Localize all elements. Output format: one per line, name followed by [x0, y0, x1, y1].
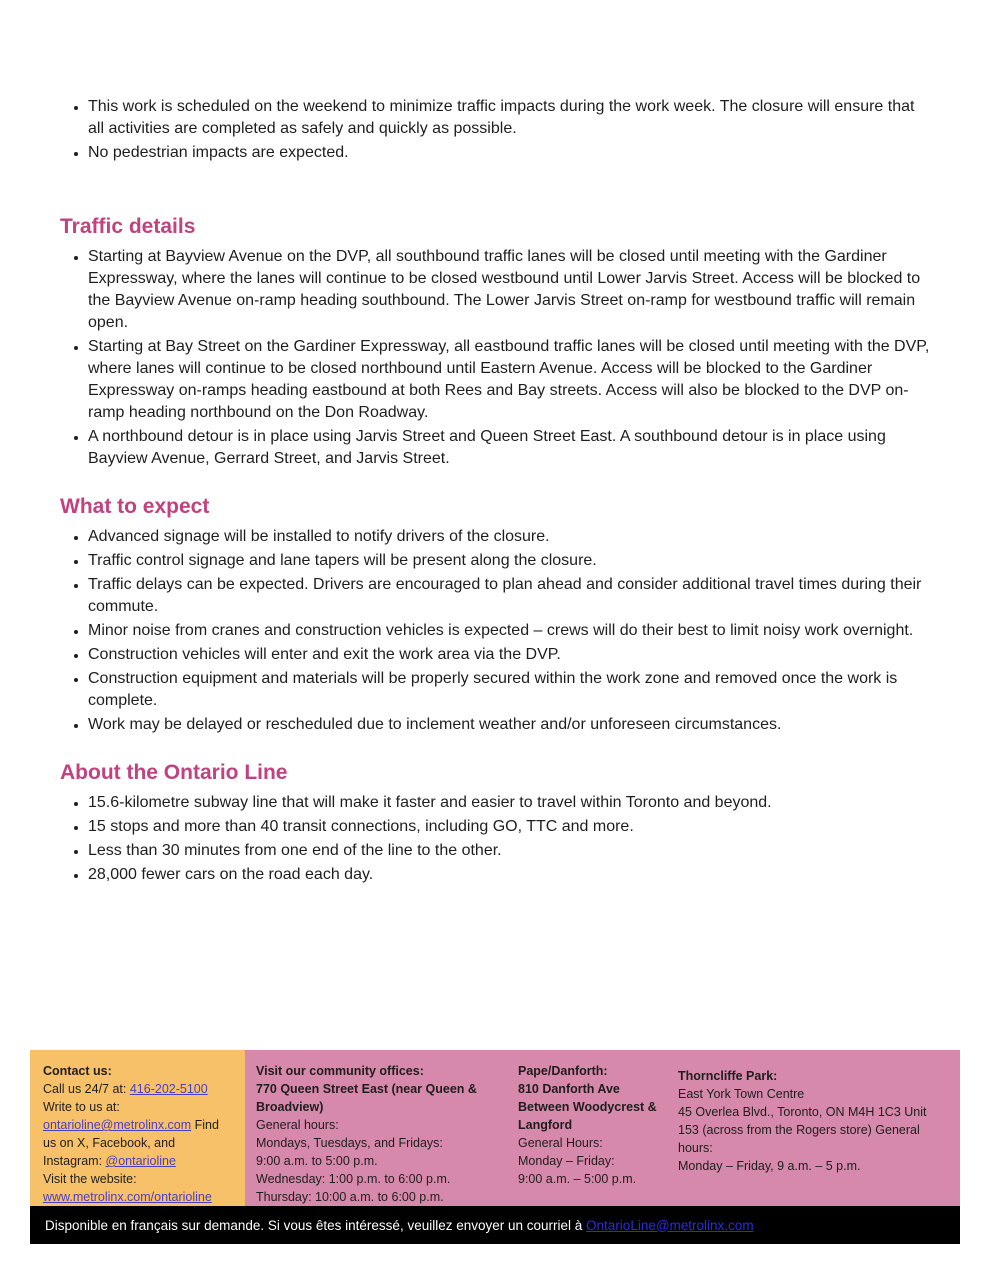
hours-line: General Hours:	[518, 1136, 603, 1150]
expect-bullet: • Construction vehicles will enter and exit the work area via the DVP.	[88, 644, 934, 666]
intro-bullet: • This work is scheduled on the weekend to minimize traffic impacts during the work week. The closure will ensure that all activities are completed as safely and quickly as possible.	[88, 96, 934, 140]
section-heading-what-to-expect: What to expect	[60, 495, 210, 518]
hours-line: Mondays, Tuesdays, and Fridays:	[256, 1136, 443, 1150]
expect-bullet: • Minor noise from cranes and construction vehicles is expected – crews will do their best to limit noisy work overnight.	[88, 620, 934, 642]
phone-link[interactable]: 416-202-5100	[129, 1082, 208, 1096]
traffic-bullet: • A northbound detour is in place using Jarvis Street and Queen Street East. A southbound detour is in place using Bayview Avenue, Gerrard Street, and Jarvis Street.	[88, 426, 934, 470]
french-bar-text: Disponible en français sur demande. Si vous êtes intéressé, veuillez envoyer un courriel à	[45, 1217, 587, 1233]
french-availability-bar	[30, 1206, 960, 1244]
about-bullet: • 15.6-kilometre subway line that will make it faster and easier to travel within Toronto and beyond.	[88, 792, 934, 814]
traffic-bullet: • Starting at Bayview Avenue on the DVP, all southbound traffic lanes will be closed until meeting with the Gardiner Expressway, where the lanes will continue to be closed westbound until Lower Jarvis Street. Access will be blocked to the Bayview Avenue on-ramp heading southbound. The Lower Jarvis Street on-ramp for westbound traffic will remain open.	[88, 246, 934, 334]
main-content	[60, 96, 934, 888]
office-thorncliffe-title: Thorncliffe Park:	[678, 1069, 778, 1083]
expect-bullet: • Traffic delays can be expected. Drivers are encouraged to plan ahead and consider additional travel times during their commute.	[88, 574, 934, 618]
what-to-expect-bullet-list	[60, 526, 934, 736]
footer-boxes	[30, 1050, 960, 1206]
intro-bullet: • No pedestrian impacts are expected.	[88, 142, 934, 164]
contact-website-prefix: Visit the website:	[43, 1172, 137, 1186]
section-heading-traffic-details: Traffic details	[60, 215, 196, 238]
website-link[interactable]: www.metrolinx.com/ontarioline	[43, 1190, 212, 1204]
about-bullet: • Less than 30 minutes from one end of the line to the other.	[88, 840, 934, 862]
traffic-bullet: • Starting at Bay Street on the Gardiner Expressway, all eastbound traffic lanes will be closed until meeting with the DVP, where lanes will continue to be closed northbound until Eastern Avenue. Access will be blocked to the Gardiner Expressway on-ramps heading eastbound at both Rees and Bay streets. Access will also be blocked to the DVP on-ramp heading northbound on the Don Roadway.	[88, 336, 934, 424]
hours-line: 9:00 a.m. – 5:00 p.m.	[518, 1172, 637, 1186]
office-line: East York Town Centre	[678, 1087, 805, 1101]
about-bullet: • 15 stops and more than 40 transit connections, including GO, TTC and more.	[88, 816, 934, 838]
hours-line: 9:00 a.m. to 5:00 p.m.	[256, 1154, 378, 1168]
office-community	[256, 1062, 506, 1204]
expect-bullet: • Traffic control signage and lane tapers will be present along the closure.	[88, 550, 934, 572]
intro-bullet-list	[60, 96, 934, 164]
expect-bullet: • Construction equipment and materials will be properly secured within the work zone and removed once the work is complete.	[88, 668, 934, 712]
contact-write-prefix: Write to us at:	[43, 1100, 120, 1114]
section-heading-about-ontario-line: About the Ontario Line	[60, 761, 288, 784]
hours-line: Wednesday: 1:00 p.m. to 6:00 p.m.	[256, 1172, 451, 1186]
office-pape-address: 810 Danforth Ave Between Woodycrest & Langford	[518, 1082, 657, 1132]
email-link[interactable]: ontarioline@metrolinx.com	[43, 1118, 192, 1132]
contact-box	[30, 1050, 245, 1206]
office-pape-title: Pape/Danforth:	[518, 1064, 608, 1078]
office-pape-danforth	[518, 1062, 668, 1196]
hours-line: General hours:	[256, 1118, 339, 1132]
hours-line: Thursday: 10:00 a.m. to 6:00 p.m.	[256, 1190, 444, 1204]
expect-bullet: • Advanced signage will be installed to notify drivers of the closure.	[88, 526, 934, 548]
expect-bullet: • Work may be delayed or rescheduled due to inclement weather and/or unforeseen circumstances.	[88, 714, 934, 736]
about-ontario-line-bullet-list	[60, 792, 934, 886]
office-thorncliffe-lines	[678, 1085, 946, 1175]
office-line: 45 Overlea Blvd., Toronto, ON M4H 1C3 Unit 153 (across from the Rogers store) General hours:	[678, 1105, 927, 1155]
instagram-handle-link[interactable]: @ontarioline	[105, 1154, 176, 1168]
office-community-title: Visit our community offices:	[256, 1064, 424, 1078]
office-line: Monday – Friday, 9 a.m. – 5 p.m.	[678, 1159, 861, 1173]
office-thorncliffe	[678, 1062, 946, 1196]
offices-box	[245, 1050, 960, 1206]
office-community-hours	[256, 1116, 506, 1206]
traffic-details-bullet-list	[60, 246, 934, 470]
contact-call-prefix: Call us 24/7 at:	[43, 1082, 130, 1096]
contact-title: Contact us:	[43, 1064, 112, 1078]
footer	[30, 1050, 960, 1244]
about-bullet: • 28,000 fewer cars on the road each day.	[88, 864, 934, 886]
contact-social-text: Find us on X, Facebook, and Instagram:	[43, 1118, 219, 1168]
office-pape-hours	[518, 1134, 668, 1188]
office-community-address: 770 Queen Street East (near Queen & Broadview)	[256, 1082, 477, 1114]
french-email-link[interactable]: OntarioLine@metrolinx.com	[586, 1217, 754, 1233]
hours-line: Monday – Friday:	[518, 1154, 615, 1168]
